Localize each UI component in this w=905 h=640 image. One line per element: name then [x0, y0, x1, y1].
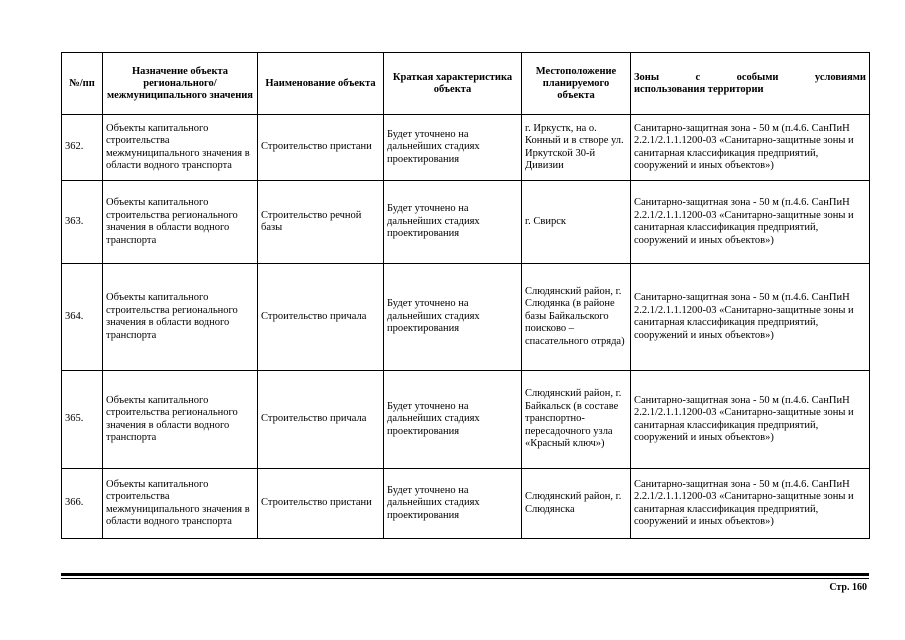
- cell-characteristic: Будет уточнено на дальнейших стадиях проектирования: [384, 115, 522, 181]
- cell-name: Строительство пристани: [258, 469, 384, 539]
- cell-zones: Санитарно-защитная зона - 50 м (п.4.6. СанПиН 2.2.1/2.1.1.1200-03 «Санитарно-защитные зоны и санитарная классификация предприятий, сооружений и иных объектов»): [631, 115, 870, 181]
- cell-zones: Санитарно-защитная зона - 50 м (п.4.6. СанПиН 2.2.1/2.1.1.1200-03 «Санитарно-защитные зоны и санитарная классификация предприятий, сооружений и иных объектов»): [631, 469, 870, 539]
- footer-rule-thick: [61, 573, 869, 576]
- header-zones-line1: [634, 72, 866, 84]
- table-row: [62, 115, 870, 181]
- cell-zones: Санитарно-защитная зона - 50 м (п.4.6. СанПиН 2.2.1/2.1.1.1200-03 «Санитарно-защитные зоны и санитарная классификация предприятий, сооружений и иных объектов»): [631, 264, 870, 371]
- header-zones-word: особыми: [736, 71, 779, 83]
- cell-characteristic: Будет уточнено на дальнейших стадиях проектирования: [384, 469, 522, 539]
- table-row: [62, 264, 870, 371]
- header-zones-line2: использования территории: [634, 83, 764, 95]
- cell-characteristic: Будет уточнено на дальнейших стадиях проектирования: [384, 264, 522, 371]
- cell-purpose: Объекты капитального строительства межмуниципального значения в области водного транспорта: [103, 469, 258, 539]
- table-row: [62, 181, 870, 264]
- cell-purpose: Объекты капитального строительства регионального значения в области водного транспорта: [103, 181, 258, 264]
- footer-rule-thin: [61, 578, 869, 579]
- cell-zones: Санитарно-защитная зона - 50 м (п.4.6. СанПиН 2.2.1/2.1.1.1200-03 «Санитарно-защитные зоны и санитарная классификация предприятий, сооружений и иных объектов»): [631, 181, 870, 264]
- header-name: Наименование объекта: [258, 53, 384, 115]
- cell-location: Слюдянский район, г. Слюдянска: [522, 469, 631, 539]
- objects-table: [61, 52, 870, 539]
- header-characteristic: Краткая характеристика объекта: [384, 53, 522, 115]
- cell-num: 362.: [62, 115, 103, 181]
- header-zones-word: Зоны: [634, 71, 660, 83]
- cell-name: Строительство речной базы: [258, 181, 384, 264]
- cell-num: 366.: [62, 469, 103, 539]
- header-purpose: Назначение объекта регионального/ межмуниципального значения: [103, 53, 258, 115]
- header-zones-word: условиями: [814, 71, 866, 83]
- header-zones-word: с: [695, 71, 701, 83]
- cell-location: Слюдянский район, г. Байкальск (в составе транспортно-пересадочного узла «Красный ключ»): [522, 371, 631, 469]
- cell-num: 363.: [62, 181, 103, 264]
- cell-purpose: Объекты капитального строительства регионального значения в области водного транспорта: [103, 264, 258, 371]
- cell-location: г. Иркустк, на о. Конный и в створе ул. Иркутской 30-й Дивизии: [522, 115, 631, 181]
- cell-name: Строительство причала: [258, 371, 384, 469]
- cell-characteristic: Будет уточнено на дальнейших стадиях проектирования: [384, 371, 522, 469]
- cell-location: г. Свирск: [522, 181, 631, 264]
- cell-name: Строительство причала: [258, 264, 384, 371]
- table-row: [62, 469, 870, 539]
- header-num: №/пп: [62, 53, 103, 115]
- header-zones: [631, 53, 870, 115]
- cell-purpose: Объекты капитального строительства межмуниципального значения в области водного транспорта: [103, 115, 258, 181]
- cell-characteristic: Будет уточнено на дальнейших стадиях проектирования: [384, 181, 522, 264]
- cell-name: Строительство пристани: [258, 115, 384, 181]
- cell-num: 365.: [62, 371, 103, 469]
- cell-purpose: Объекты капитального строительства регионального значения в области водного транспорта: [103, 371, 258, 469]
- cell-zones: Санитарно-защитная зона - 50 м (п.4.6. СанПиН 2.2.1/2.1.1.1200-03 «Санитарно-защитные зоны и санитарная классификация предприятий, сооружений и иных объектов»): [631, 371, 870, 469]
- page-number: Стр. 160: [829, 582, 867, 593]
- cell-num: 364.: [62, 264, 103, 371]
- table-row: [62, 371, 870, 469]
- table-header-row: [62, 53, 870, 115]
- header-location: Местоположение планируемого объекта: [522, 53, 631, 115]
- cell-location: Слюдянский район, г. Слюдянка (в районе базы Байкальского поисково – спасательного отряда): [522, 264, 631, 371]
